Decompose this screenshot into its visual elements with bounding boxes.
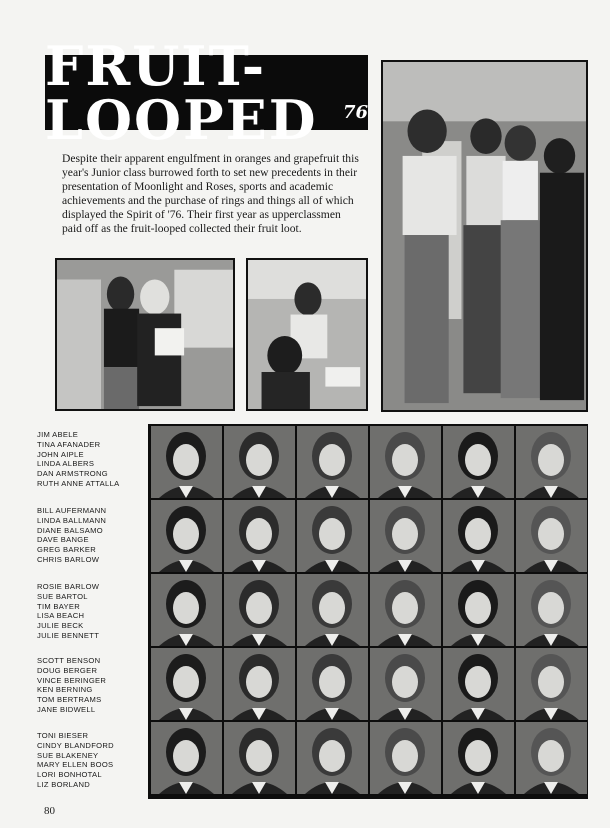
student-name: TONI BIESER bbox=[37, 731, 89, 740]
student-portrait bbox=[443, 500, 514, 572]
student-portrait bbox=[370, 648, 441, 720]
student-portrait bbox=[297, 722, 368, 794]
title-banner bbox=[45, 33, 368, 152]
name-group-3 bbox=[37, 582, 147, 641]
student-portrait bbox=[516, 426, 587, 498]
student-name: DOUG BERGER bbox=[37, 665, 98, 675]
student-name: LISA BEACH bbox=[37, 611, 85, 621]
student-name: RUTH ANNE ATTALLA bbox=[37, 478, 120, 488]
student-name: LORI BONHOTAL bbox=[37, 770, 102, 780]
student-name: SCOTT BENSON bbox=[37, 656, 101, 665]
student-portrait bbox=[297, 426, 368, 498]
intro-paragraph: Despite their apparent engulfment in oranges and grapefruit this year's Junior class burrowed forth to set new precedents in their presentation of Moonlight and Roses, sports and academic achievements and the purchase of rings and things all of which displayed the Spirit of '76. Their first year as upperclassmen paid off as the fruit-looped collected their fruit loot. bbox=[62, 152, 359, 235]
student-portrait bbox=[370, 722, 441, 794]
student-name: ROSIE BARLOW bbox=[37, 582, 100, 591]
name-group-5 bbox=[37, 731, 147, 790]
photo-girls-at-lockers bbox=[55, 258, 235, 411]
student-name: JANE BIDWELL bbox=[37, 704, 96, 714]
student-name: KEN BERNING bbox=[37, 685, 93, 695]
student-name: DAN ARMSTRONG bbox=[37, 469, 108, 479]
student-portrait bbox=[224, 426, 295, 498]
student-name: VINCE BERINGER bbox=[37, 675, 107, 685]
student-portrait bbox=[151, 574, 222, 646]
student-portrait bbox=[297, 574, 368, 646]
student-name: GREG BARKER bbox=[37, 545, 96, 555]
student-portrait bbox=[297, 648, 368, 720]
student-portrait bbox=[516, 648, 587, 720]
student-portrait bbox=[224, 500, 295, 572]
student-name: SUE BLAKENEY bbox=[37, 750, 99, 760]
student-name: CHRIS BARLOW bbox=[37, 554, 100, 564]
student-portrait bbox=[151, 426, 222, 498]
photo-hallway-students bbox=[381, 60, 588, 412]
student-name: MARY ELLEN BOOS bbox=[37, 760, 114, 770]
page-title: FRUIT-LOOPED bbox=[45, 33, 318, 152]
student-portrait bbox=[370, 574, 441, 646]
photo-students-at-desk bbox=[246, 258, 368, 411]
portrait-row bbox=[151, 722, 587, 794]
student-portrait bbox=[151, 722, 222, 794]
name-group-2 bbox=[37, 506, 147, 565]
student-name: CINDY BLANDFORD bbox=[37, 740, 114, 750]
student-portrait bbox=[443, 574, 514, 646]
student-name: TINA AFANADER bbox=[37, 439, 101, 449]
student-name: LINDA ALBERS bbox=[37, 459, 95, 469]
name-group-4 bbox=[37, 656, 147, 715]
student-name: BILL AUFERMANN bbox=[37, 506, 107, 515]
student-name: TIM BAYER bbox=[37, 601, 81, 611]
student-portrait bbox=[443, 648, 514, 720]
title-year: 76 bbox=[342, 102, 368, 123]
portrait-grid bbox=[148, 424, 588, 799]
portrait-row bbox=[151, 500, 587, 572]
student-name: JOHN AIPLE bbox=[37, 449, 84, 459]
student-name: TOM BERTRAMS bbox=[37, 695, 102, 705]
student-portrait bbox=[297, 500, 368, 572]
student-portrait bbox=[370, 500, 441, 572]
student-name: JULIE BECK bbox=[37, 621, 84, 631]
student-name: JIM ABELE bbox=[37, 430, 79, 439]
portrait-row bbox=[151, 648, 587, 720]
student-portrait bbox=[151, 648, 222, 720]
name-group-1 bbox=[37, 430, 147, 489]
student-portrait bbox=[516, 500, 587, 572]
student-portrait bbox=[224, 722, 295, 794]
student-portrait bbox=[224, 574, 295, 646]
student-portrait bbox=[370, 426, 441, 498]
portrait-row bbox=[151, 426, 587, 498]
student-name: JULIE BENNETT bbox=[37, 630, 100, 640]
student-portrait bbox=[151, 500, 222, 572]
student-portrait bbox=[516, 574, 587, 646]
student-name: LIZ BORLAND bbox=[37, 779, 91, 789]
student-portrait bbox=[443, 722, 514, 794]
student-portrait bbox=[443, 426, 514, 498]
student-name: SUE BARTOL bbox=[37, 591, 88, 601]
student-portrait bbox=[224, 648, 295, 720]
student-name: DAVE BANGE bbox=[37, 535, 89, 545]
portrait-row bbox=[151, 574, 587, 646]
student-name: LINDA BALLMANN bbox=[37, 515, 107, 525]
student-name: DIANE BALSAMO bbox=[37, 525, 103, 535]
page-number: 80 bbox=[44, 805, 55, 817]
student-portrait bbox=[516, 722, 587, 794]
